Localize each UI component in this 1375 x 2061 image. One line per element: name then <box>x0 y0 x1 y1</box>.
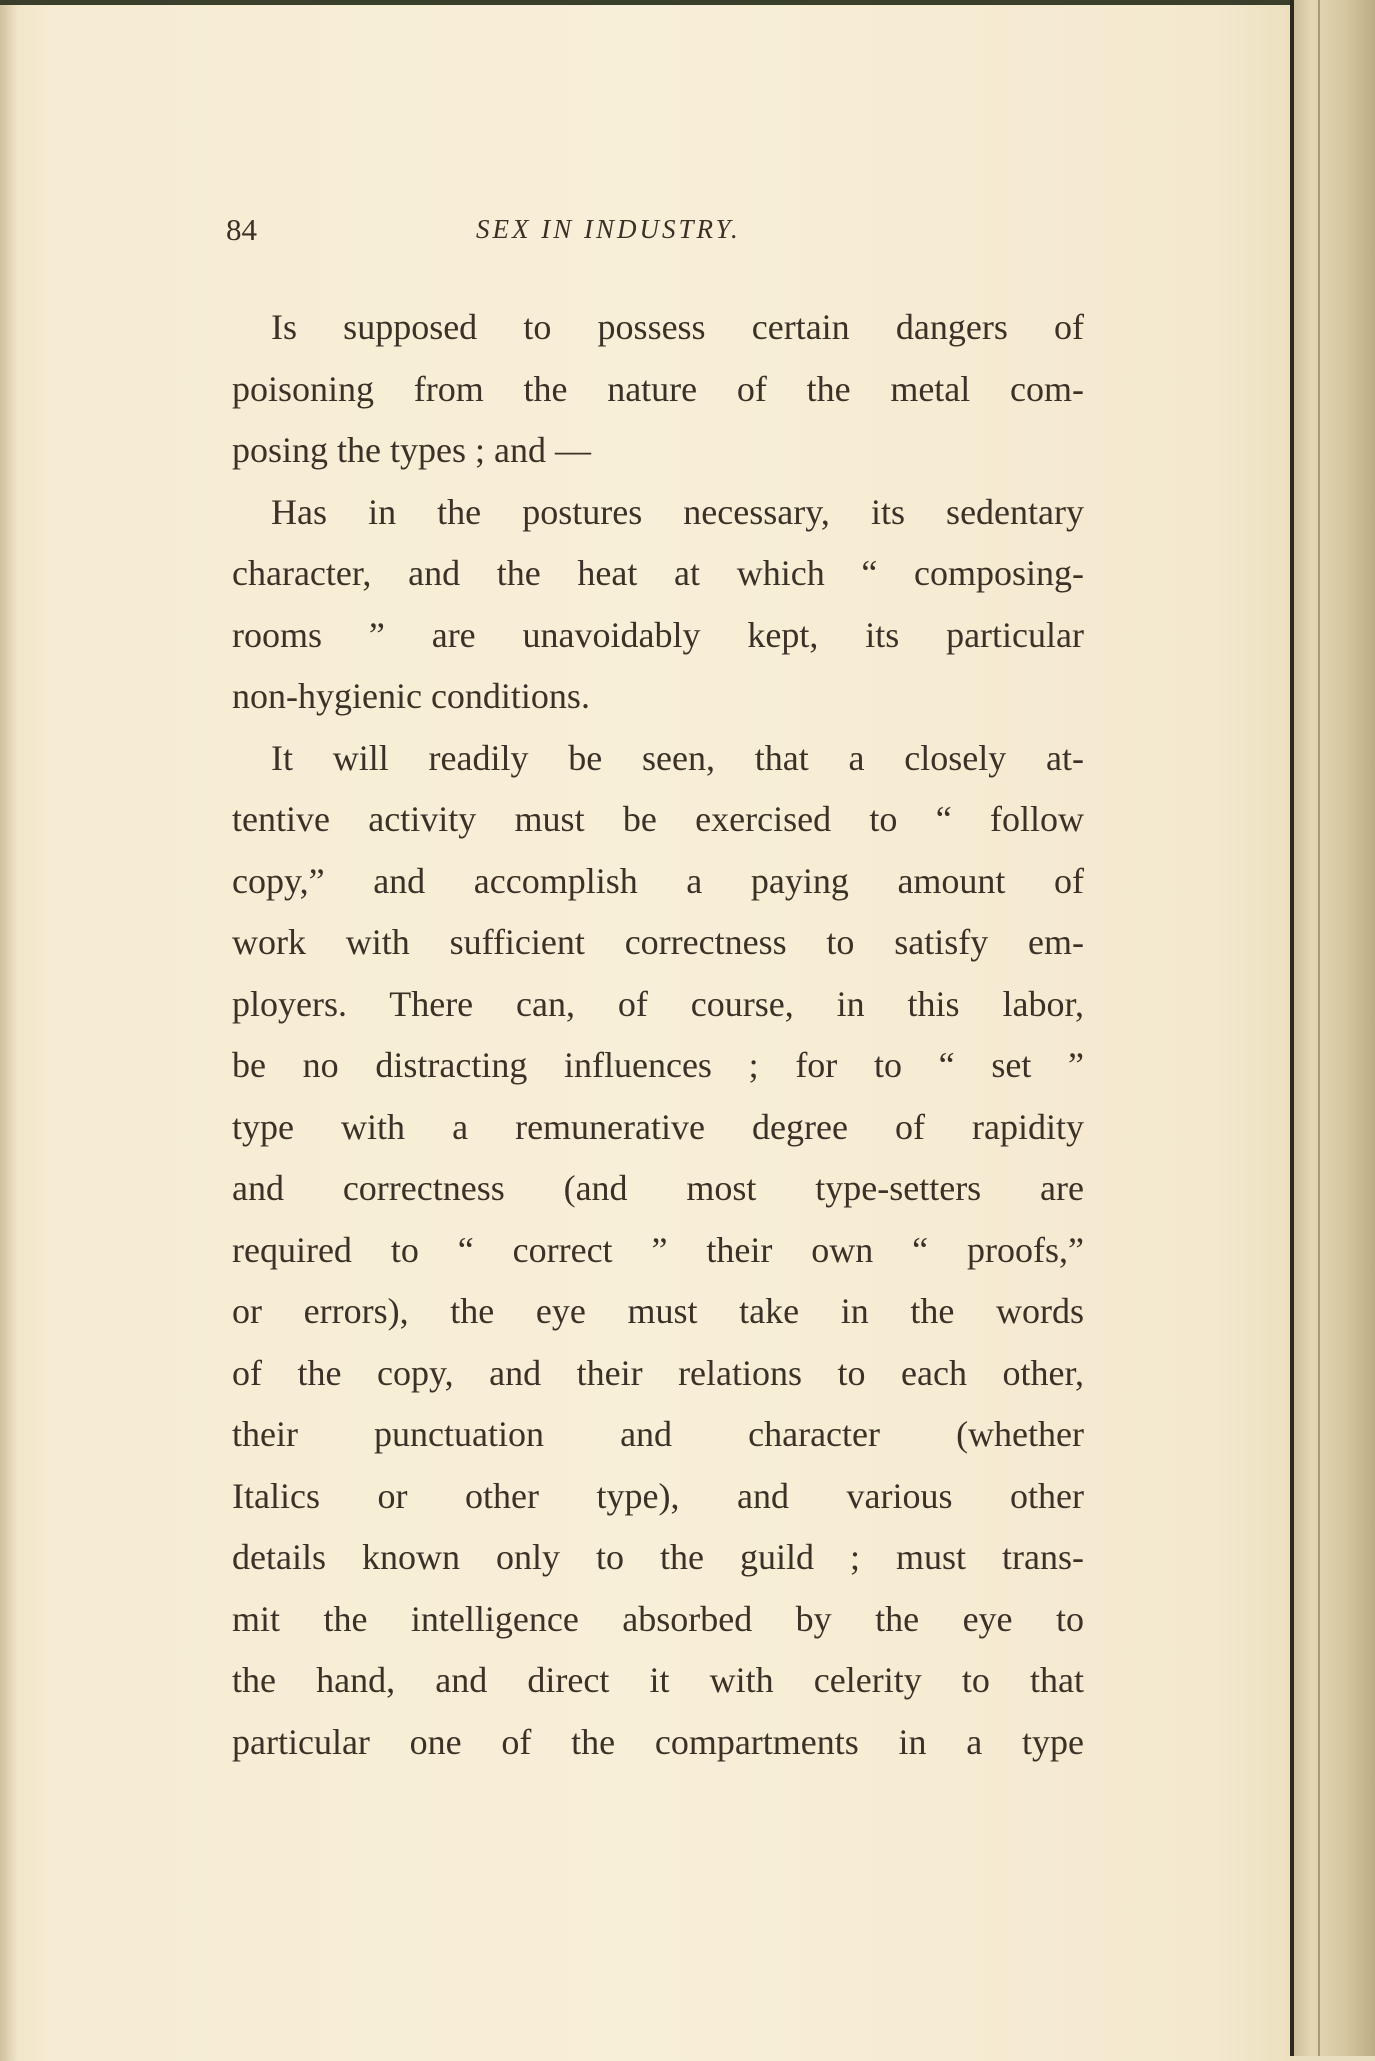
text-line: of the copy, and their relations to each other, <box>232 1352 1084 1393</box>
text-line: Has in the postures necessary, its sedentary <box>271 491 1084 532</box>
page-edge <box>1290 0 1375 2056</box>
text-line: tentive activity must be exercised to “ follow <box>232 799 1084 839</box>
text-line: and correctness (and most type-setters are <box>232 1168 1084 1208</box>
text-line: or errors), the eye must take in the words <box>232 1291 1084 1331</box>
spine-line <box>1318 0 1320 2056</box>
text-line: details known only to the guild ; must trans- <box>232 1537 1084 1577</box>
text-line: work with sufficient correctness to satisfy em- <box>232 922 1084 962</box>
gutter-shadow <box>0 5 18 2061</box>
text-line: be no distracting influences ; for to “ set ” <box>232 1045 1084 1085</box>
running-head <box>226 212 1086 256</box>
body-text <box>232 297 1084 1773</box>
text-line: character, and the heat at which “ composing- <box>232 553 1084 593</box>
text-line: the hand, and direct it with celerity to that <box>232 1660 1084 1700</box>
text-line: poisoning from the nature of the metal com- <box>232 368 1084 409</box>
page-number: 84 <box>226 212 257 247</box>
text-line: particular one of the compartments in a type <box>232 1721 1084 1762</box>
text-line: posing the types ; and — <box>232 430 591 470</box>
text-line: non-hygienic conditions. <box>232 676 590 716</box>
text-line: copy,” and accomplish a paying amount of <box>232 860 1084 901</box>
text-line: It will readily be seen, that a closely at- <box>271 737 1084 778</box>
text-line: their punctuation and character (whether <box>232 1414 1084 1454</box>
text-line: type with a remunerative degree of rapidity <box>232 1106 1084 1147</box>
text-line: Is supposed to possess certain dangers of <box>271 307 1084 347</box>
running-title: SEX IN INDUSTRY. <box>476 214 741 244</box>
text-line: rooms ” are unavoidably kept, its particular <box>232 614 1084 655</box>
text-line: required to “ correct ” their own “ proofs,” <box>232 1229 1084 1270</box>
text-line: ployers. There can, of course, in this labor, <box>232 983 1084 1024</box>
text-line: mit the intelligence absorbed by the eye to <box>232 1598 1084 1639</box>
text-line: Italics or other type), and various other <box>232 1475 1084 1516</box>
